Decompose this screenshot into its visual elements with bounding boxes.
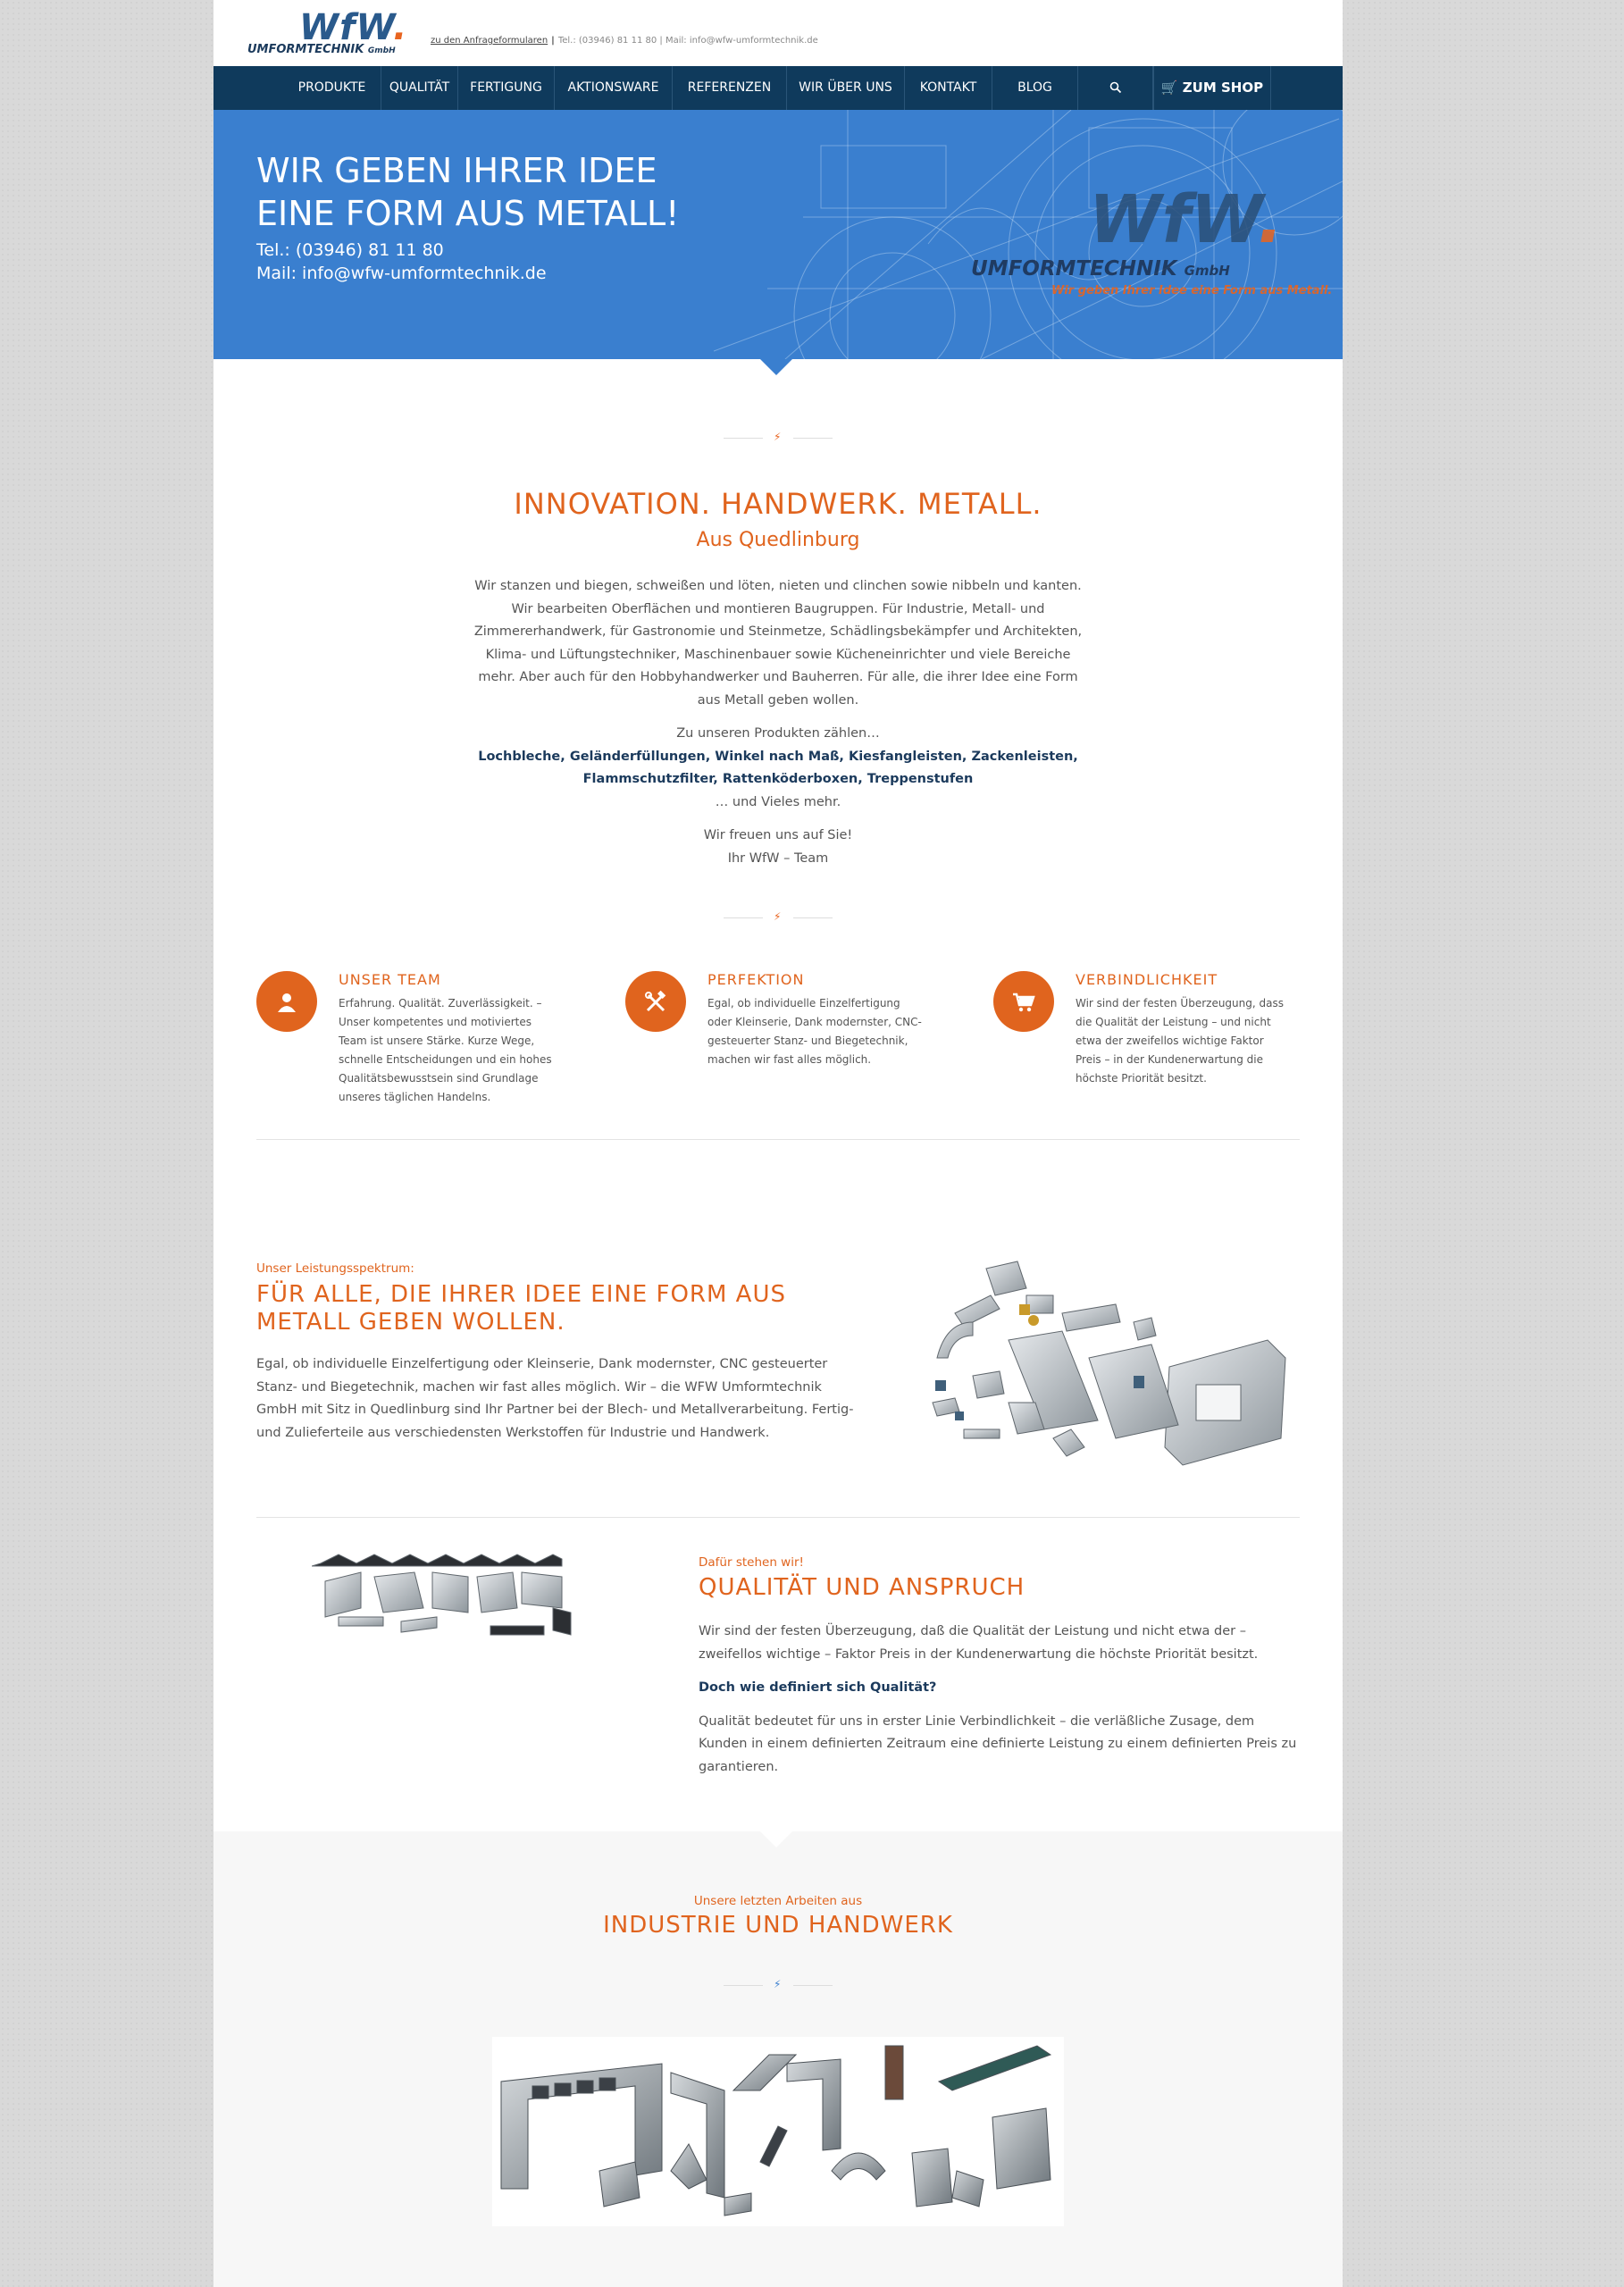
hero-tel: Tel.: (03946) 81 11 80: [256, 240, 444, 260]
nav-item-kontakt[interactable]: KONTAKT: [905, 66, 992, 110]
bolt-icon: ⚡: [774, 910, 782, 923]
qualitaet-paragraph-2: Qualität bedeutet für uns in erster Linie Verbindlichkeit – die verläßliche Zusage, dem Kunden in einem definierten Zeitraum eine definierte Leistung zu einem definierten Preis zu garantieren.: [699, 1713, 1297, 1774]
arbeiten-kicker: Unsere letzten Arbeiten aus: [693, 1894, 863, 1908]
search-button[interactable]: [1078, 66, 1153, 110]
qualitaet-paragraph-1: Wir sind der festen Überzeugung, daß die Qualität der Leistung und nicht etwa der – zweifellos wichtige – Faktor Preis in der Kundenerwartung die höchste Priorität besitzt.: [699, 1624, 1259, 1662]
nav-item-blog[interactable]: BLOG: [992, 66, 1078, 110]
closing-greeting: Wir freuen uns auf Sie!: [703, 828, 853, 842]
hero-mail[interactable]: Mail: info@wfw-umformtechnik.de: [256, 264, 547, 283]
nav-item-aktionsware[interactable]: AKTIONSWARE: [555, 66, 673, 110]
intro-subtitle: Aus Quedlinburg: [696, 529, 860, 551]
hero-headline: WIR GEBEN IHRER IDEE EINE FORM AUS METALL!: [256, 151, 680, 233]
nav-item-wir-ueber-uns[interactable]: WIR ÜBER UNS: [787, 66, 905, 110]
products-more: … und Vieles mehr.: [715, 794, 841, 809]
separator: [724, 432, 833, 443]
top-bar: [213, 0, 1343, 66]
nav-item-qualitaet[interactable]: QUALITÄT: [381, 66, 458, 110]
qualitaet-kicker: Dafür stehen wir!: [699, 1555, 804, 1570]
divider: [256, 1139, 1300, 1140]
hero-banner: [213, 110, 1343, 359]
logo-wfw: WfW.: [299, 7, 408, 48]
feature-team: [256, 971, 578, 1105]
metal-works-image: [492, 2037, 1064, 2226]
qualitaet-text: [699, 1621, 1297, 1779]
metal-parts-image: [919, 1260, 1294, 1483]
hero-logo-subtitle: UMFORMTECHNIK GmbH: [971, 257, 1230, 281]
metal-angles-image: [312, 1546, 580, 1644]
feature-title: UNSER TEAM: [339, 971, 441, 988]
main-nav: [213, 66, 1343, 110]
feature-title: VERBINDLICHKEIT: [1076, 971, 1218, 988]
intro-text: [473, 575, 1084, 881]
separator: [724, 1980, 833, 1990]
user-icon: [256, 971, 317, 1032]
divider: [256, 1517, 1300, 1518]
separator: [724, 912, 833, 923]
products-intro: Zu unseren Produkten zählen…: [676, 726, 880, 741]
top-mail[interactable]: Mail: info@wfw-umformtechnik.de: [665, 36, 818, 46]
site-logo[interactable]: [247, 7, 408, 59]
logo-subtitle: UMFORMTECHNIK GmbH: [247, 43, 396, 56]
arbeiten-photo[interactable]: [492, 2037, 1064, 2226]
feature-title: PERFEKTION: [707, 971, 805, 988]
hero-slogan: Wir geben Ihrer Idee eine Form aus Metall.: [1051, 284, 1333, 297]
bolt-icon: ⚡: [774, 431, 782, 443]
leistung-kicker: Unser Leistungsspektrum:: [256, 1261, 414, 1276]
section-notch: [760, 1831, 792, 1847]
shop-button[interactable]: [1153, 66, 1271, 110]
cart-icon: [993, 971, 1054, 1032]
qualitaet-question: Doch wie definiert sich Qualität?: [699, 1680, 937, 1695]
tools-icon: [625, 971, 686, 1032]
closing-signature: Ihr WfW – Team: [727, 850, 829, 866]
feature-verbindlichkeit: [993, 971, 1315, 1105]
hero-logo: WfW.: [1089, 181, 1284, 258]
nav-item-produkte[interactable]: PRODUKTE: [283, 66, 381, 110]
feature-text: Wir sind der festen Überzeugung, dass die Qualität der Leistung – und nicht etwa der zweifellos wichtige Faktor Preis – in der Kundenerwartung die höchste Priorität besitzt.: [1076, 997, 1284, 1085]
contact-line: zu den Anfrageformularen | Tel.: (03946) 81 11 80 | Mail: info@wfw-umformtechnik.de: [431, 36, 818, 46]
nav-item-referenzen[interactable]: REFERENZEN: [673, 66, 787, 110]
feature-text: Egal, ob individuelle Einzelfertigung oder Kleinserie, Dank modernster, CNC-gesteuerter Stanz- und Biegetechnik, machen wir fast alles möglich.: [707, 997, 922, 1066]
leistung-title: FÜR ALLE, DIE IHRER IDEE EINE FORM AUS METALL GEBEN WOLLEN.: [256, 1281, 787, 1336]
products-list[interactable]: Lochbleche, Geländerfüllungen, Winkel nach Maß, Kiesfangleisten, Zackenleisten, Flammschutzfilter, Rattenköderboxen, Treppenstufen: [478, 749, 1078, 786]
nav-item-fertigung[interactable]: FERTIGUNG: [458, 66, 555, 110]
shop-label: ZUM SHOP: [1182, 80, 1264, 96]
hero-notch: [760, 359, 792, 375]
qualitaet-title: QUALITÄT UND ANSPRUCH: [699, 1574, 1025, 1601]
contact-forms-link[interactable]: zu den Anfrageformularen: [431, 36, 548, 46]
cart-icon: 🛒: [1160, 80, 1178, 96]
top-tel: Tel.: (03946) 81 11 80: [557, 36, 657, 46]
feature-perfektion: [625, 971, 947, 1105]
arbeiten-title: INDUSTRIE UND HANDWERK: [603, 1912, 953, 1939]
intro-paragraph: Wir stanzen und biegen, schweißen und löten, nieten und clinchen sowie nibbeln und kanten. Wir bearbeiten Oberflächen und montieren Baugruppen. Für Industrie, Metall- und Zimmererhandwerk, für Gastronomie und Steinmetze, Schädlingsbekämpfer und Architekten, Klima- und Lüftungstechniker, Maschinenbauer sowie Kücheneinrichter und viele Bereiche mehr. Aber auch für den Hobbyhandwerker und Bauherren. Für alle, die ihrer Idee eine Form aus Metall geben wollen.: [473, 579, 1083, 708]
intro-title: INNOVATION. HANDWERK. METALL.: [514, 487, 1042, 521]
page: [213, 0, 1343, 2287]
feature-text: Erfahrung. Qualität. Zuverlässigkeit. – Unser kompetentes und motiviertes Team ist unsere Stärke. Kurze Wege, schnelle Entscheidungen und ein hohes Qualitätsbewusstsein sind Grundlage unseres täglichen Handelns.: [339, 997, 552, 1103]
search-icon: [1109, 81, 1122, 94]
bolt-icon: ⚡: [774, 1978, 782, 1990]
leistung-text: Egal, ob individuelle Einzelfertigung oder Kleinserie, Dank modernster, CNC gesteuerter Stanz- und Biegetechnik, machen wir fast alles möglich. Wir – die WFW Umformtechnik GmbH mit Sitz in Quedlinburg sind Ihr Partner bei der Blech- und Metallverarbeitung. Fertig- und Zulieferteile aus verschiedensten Werkstoffen für Industrie und Handwerk.: [256, 1357, 854, 1440]
